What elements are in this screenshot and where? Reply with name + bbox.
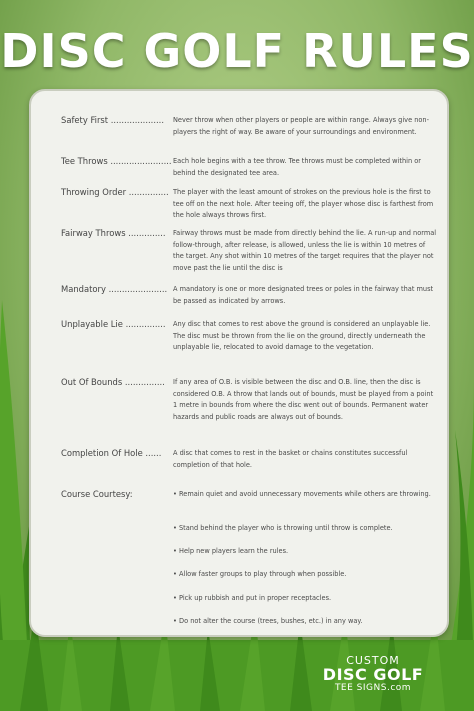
rule-term: Mandatory ...................... bbox=[61, 284, 168, 294]
rule-description: A disc that comes to rest in the basket or chains constitutes successful completion of that hole. bbox=[173, 449, 408, 469]
rule-description: Each hole begins with a tee throw. Tee throws must be completed within or behind the designated tee area. bbox=[173, 157, 422, 177]
rule-description: Fairway throws must be made from directly behind the lie. A run-up and normal follow-through, after release, is allowed, unless the lie is within 10 metres of the target. Any shot within 10 metres of the target requires that the player not move past the lie until the disc is bbox=[173, 229, 437, 272]
rule-description: If any area of O.B. is visible between the disc and O.B. line, then the disc is considered O.B. A throw that lands out of bounds, must be played from a point 1 metre in bounds from where the disc went out of bounds. Permanent water hazards and public roads are always out of bounds. bbox=[173, 378, 434, 421]
rule-term: Safety First .................... bbox=[61, 115, 164, 125]
courtesy-item: • Pick up rubbish and put in proper receptacles. bbox=[173, 594, 332, 602]
brand-logo bbox=[318, 654, 428, 693]
rule-term: Fairway Throws .............. bbox=[61, 228, 166, 238]
rule-term: Out Of Bounds ............... bbox=[61, 377, 165, 387]
courtesy-item: • Do not alter the course (trees, bushes, etc.) in any way. bbox=[173, 617, 363, 625]
courtesy-item: • Stand behind the player who is throwing until throw is complete. bbox=[173, 524, 393, 532]
courtesy-item: • Remain quiet and avoid unnecessary movements while others are throwing. bbox=[173, 490, 431, 498]
rule-description: The player with the least amount of strokes on the previous hole is the first to tee off on the next hole. After teeing off, the player whose disc is farthest from the hole always throws first. bbox=[173, 188, 434, 219]
rule-description: A mandatory is one or more designated trees or poles in the fairway that must be passed as indicated by arrows. bbox=[173, 285, 434, 305]
page-title: DISC GOLF RULES bbox=[0, 24, 474, 78]
logo-line-2: DISC GOLF bbox=[322, 665, 424, 684]
rule-term: Throwing Order ............... bbox=[61, 187, 169, 197]
rule-term: Course Courtesy: bbox=[61, 489, 133, 499]
rule-term: Unplayable Lie ............... bbox=[61, 319, 166, 329]
rule-term: Tee Throws ....................... bbox=[61, 156, 172, 166]
logo-line-1: CUSTOM bbox=[346, 654, 400, 667]
rules-panel bbox=[29, 89, 449, 637]
rule-description: Any disc that comes to rest above the ground is considered an unplayable lie. The disc must be thrown from the lie on the ground, directly underneath the unplayable lie, relocated to avoid damage to the vegetation. bbox=[173, 320, 431, 351]
courtesy-item: • Allow faster groups to play through when possible. bbox=[173, 570, 347, 578]
rule-description: Never throw when other players or people are within range. Always give non-players the right of way. Be aware of your surroundings and environment. bbox=[173, 116, 429, 136]
rule-term: Completion Of Hole ...... bbox=[61, 448, 162, 458]
logo-line-3: TEE SIGNS.com bbox=[334, 683, 412, 693]
courtesy-item: • Help new players learn the rules. bbox=[173, 547, 289, 555]
